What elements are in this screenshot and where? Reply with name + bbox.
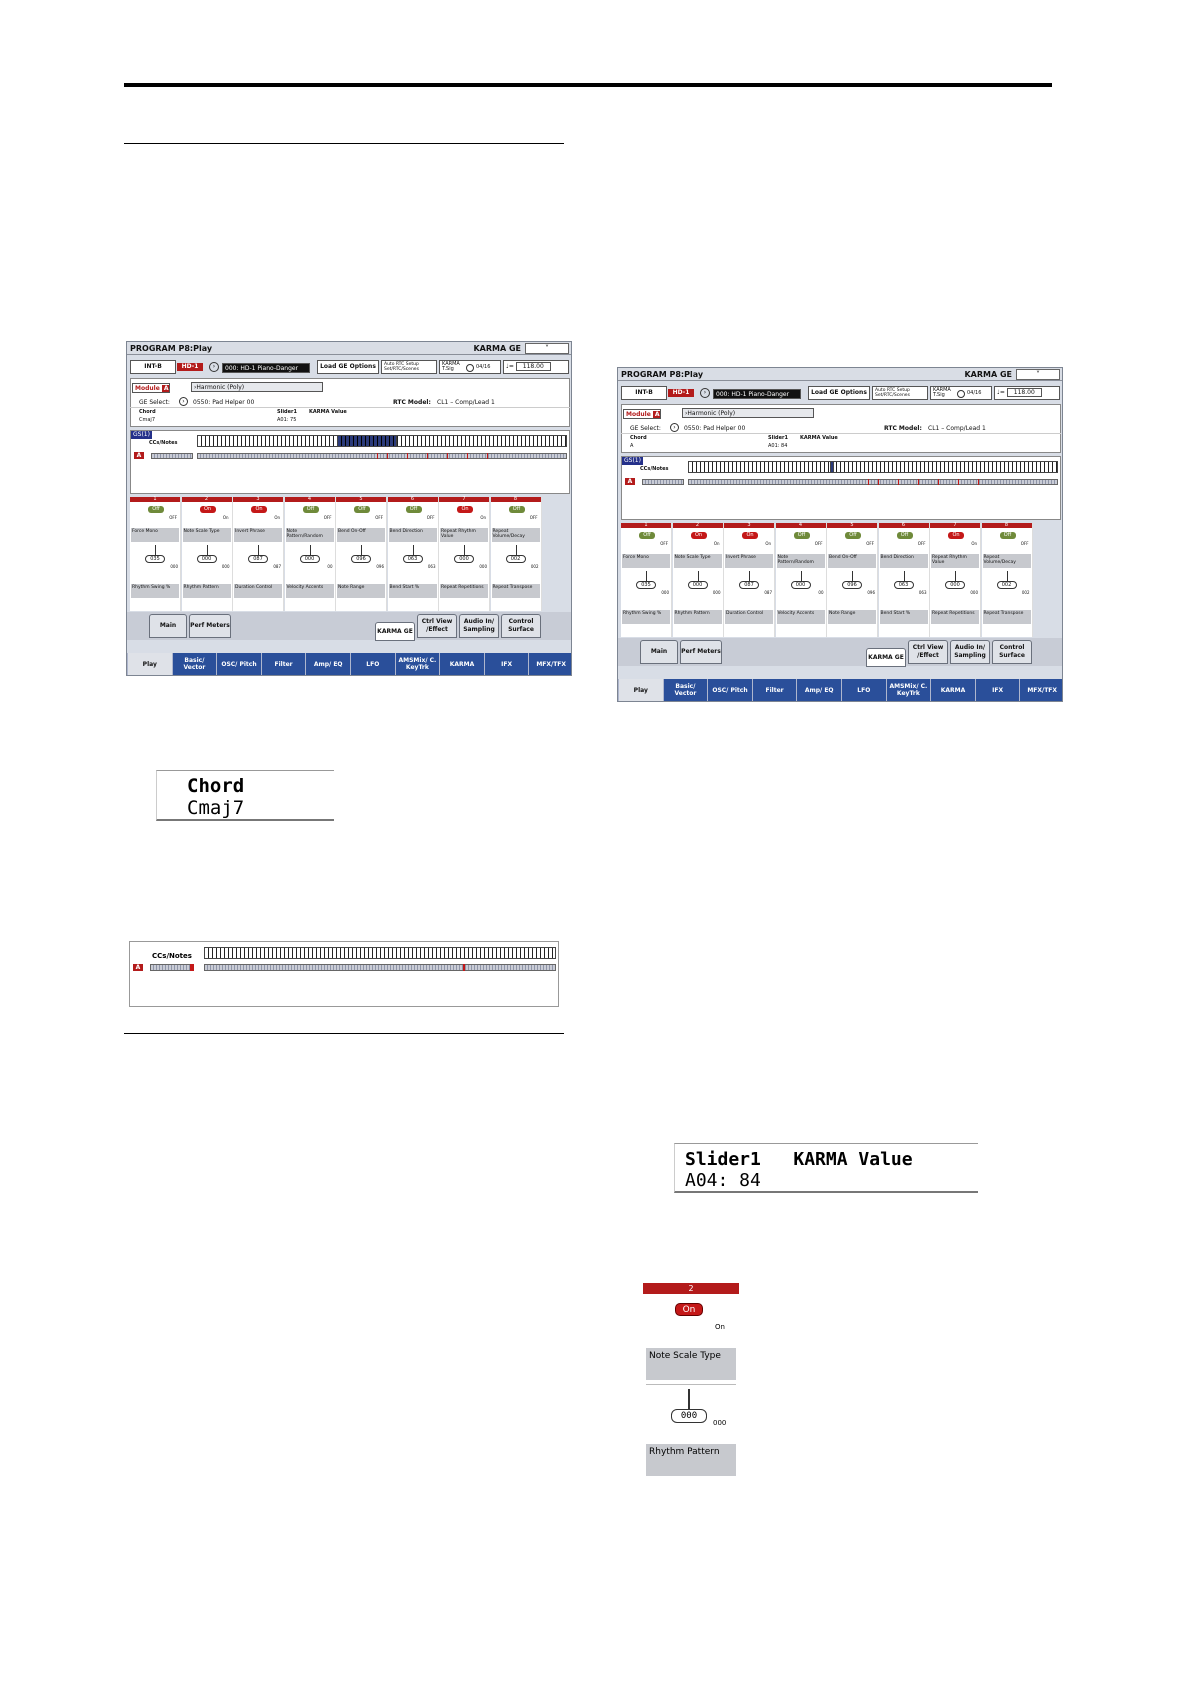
header-rule: [124, 83, 1052, 87]
column-name: Force Mono: [131, 528, 179, 542]
slider-crop-label: Slider1 KARMA Value: [685, 1149, 913, 1170]
column-switch[interactable]: Off: [639, 532, 655, 539]
rtc-model-label: RTC Model:: [393, 399, 431, 406]
track-a-label: A: [134, 452, 144, 459]
column-state: OFF: [1020, 541, 1029, 546]
note-track: [204, 964, 556, 971]
column-state: OFF: [169, 515, 177, 520]
ge-column: [776, 523, 827, 637]
column-name: Invert Phrase: [725, 554, 773, 568]
tab-upper[interactable]: Control Surface: [501, 614, 541, 638]
gs-label: GS(1): [624, 457, 641, 464]
ccs-notes-label: CCs/Notes: [640, 466, 669, 472]
tab-upper[interactable]: Control Surface: [992, 640, 1032, 664]
ge-column: [439, 497, 490, 611]
tab-lower[interactable]: IFX: [975, 679, 1020, 701]
track-a-label: A: [133, 964, 143, 971]
column-switch[interactable]: Off: [794, 532, 810, 539]
tab-upper[interactable]: Perf Meters: [189, 614, 231, 638]
column-knob-value: 002: [1021, 590, 1030, 595]
column-crop: [643, 1283, 739, 1481]
program-name[interactable]: 000: HD-1 Piano-Danger: [222, 363, 310, 373]
column-switch[interactable]: On: [742, 532, 758, 539]
tab-lower[interactable]: Filter: [752, 679, 797, 701]
column-knob[interactable]: 000: [688, 581, 708, 589]
column-state: OFF: [529, 515, 538, 520]
auto-rtc-setup[interactable]: Auto RTC Setup Set/RTC/Scenes: [872, 386, 928, 400]
column-knob[interactable]: 063: [894, 581, 914, 589]
tab-lower[interactable]: AMSMix/ C. KeyTrk: [886, 679, 931, 701]
ccs-notes-label: CCs/Notes: [149, 440, 178, 446]
bank-select[interactable]: INT-B: [130, 360, 176, 374]
column-switch[interactable]: On: [200, 506, 216, 513]
column-bottom-name: Repeat Transpose: [492, 584, 540, 598]
harmonic-type[interactable]: ›Harmonic (Poly): [682, 408, 814, 418]
column-name: Repeat Rhythm Value: [440, 528, 488, 542]
ge-select-icon[interactable]: ›: [670, 423, 679, 432]
column-bottom-name: Velocity Accents: [286, 584, 334, 598]
module-select[interactable]: Module A: [623, 409, 661, 419]
hd-badge: HD-1: [177, 363, 203, 371]
column-knob-value: 00: [818, 590, 824, 595]
column-bottom-name: Velocity Accents: [777, 610, 825, 624]
chord-value: Cmaj7: [187, 797, 245, 819]
tab-upper[interactable]: Main: [149, 614, 187, 638]
section-rule-2: [124, 1033, 564, 1034]
column-switch[interactable]: Off: [354, 506, 370, 513]
chord-label: Chord: [187, 775, 245, 797]
tab-lower[interactable]: Basic/ Vector: [663, 679, 708, 701]
column-bottom-name: Note Range: [337, 584, 385, 598]
column-knob[interactable]: 000: [454, 555, 474, 563]
column-knob-value: 000: [970, 590, 978, 595]
ge-select-value[interactable]: 0550: Pad Helper 00: [193, 399, 255, 406]
column-bottom-name: Rhythm Pattern: [674, 610, 722, 624]
module-select[interactable]: Module A: [132, 383, 170, 393]
column-state: On: [480, 515, 486, 520]
tab-lower[interactable]: KARMA: [930, 679, 975, 701]
column-number: 7: [439, 497, 489, 502]
column-name: Note Scale Type: [646, 1348, 736, 1380]
tab-lower[interactable]: Amp/ EQ: [796, 679, 841, 701]
slider-crop-value: A04: 84: [685, 1170, 761, 1191]
tab-upper[interactable]: KARMA GE: [866, 648, 906, 667]
column-number: 4: [285, 497, 335, 502]
column-bottom-name: Repeat Repetitions: [440, 584, 488, 598]
column-knob-value: 063: [427, 564, 436, 569]
column-state: On: [713, 541, 720, 546]
mode-title: PROGRAM P8:Play: [130, 344, 213, 353]
column-number: 2: [643, 1283, 739, 1294]
column-number: 4: [776, 523, 826, 528]
column-switch[interactable]: Off: [897, 532, 913, 539]
harmonic-type[interactable]: ›Harmonic (Poly): [191, 382, 323, 392]
ge-column: [130, 497, 181, 611]
page-menu-label: KARMA GE: [964, 370, 1012, 379]
column-name: Bend On-Off: [337, 528, 385, 542]
column-knob-value: 002: [530, 564, 539, 569]
column-number: 2: [673, 523, 723, 528]
ccs-notes-label: CCs/Notes: [152, 952, 192, 960]
tab-upper[interactable]: Perf Meters: [680, 640, 722, 664]
column-knob-value: 096: [867, 590, 875, 595]
column-knob-value: 096: [376, 564, 384, 569]
track-a-label: A: [625, 478, 635, 485]
column-knob-value: 000: [713, 1419, 727, 1427]
column-knob[interactable]: 096: [842, 581, 862, 589]
note-track: [197, 453, 567, 459]
slider1-value: A01: 84: [768, 443, 788, 449]
rtc-model-value: CL1 – Comp/Lead 1: [437, 399, 495, 406]
ge-column: [879, 523, 930, 637]
column-number: 6: [879, 523, 929, 528]
title-bar: [618, 368, 1062, 381]
ccs-notes-crop: [129, 941, 559, 1007]
column-knob[interactable]: 000: [197, 555, 217, 563]
column-state: OFF: [660, 541, 668, 546]
column-switch[interactable]: Off: [509, 506, 525, 513]
column-bottom-name: Duration Control: [234, 584, 282, 598]
page-menu-button[interactable]: ˅: [525, 343, 569, 354]
tab-lower[interactable]: MFX/TFX: [1019, 679, 1063, 701]
tab-lower[interactable]: Basic/ Vector: [172, 653, 217, 675]
slider1-label: Slider1: [277, 409, 297, 415]
ge-column: [982, 523, 1033, 637]
column-bottom-name: Repeat Repetitions: [931, 610, 979, 624]
column-number: 8: [982, 523, 1032, 528]
ge-column: [827, 523, 878, 637]
tab-lower[interactable]: Amp/ EQ: [305, 653, 350, 675]
ge-column: [336, 497, 387, 611]
column-number: 3: [233, 497, 283, 502]
column-number: 5: [336, 497, 386, 502]
rtc-model-label: RTC Model:: [884, 425, 922, 432]
page-menu-button[interactable]: ˅: [1016, 369, 1060, 380]
column-knob-value: 087: [764, 590, 772, 595]
column-knob[interactable]: 000: [671, 1409, 707, 1423]
column-bottom-name: Note Range: [828, 610, 876, 624]
column-name: Note Pattern/Random: [286, 528, 334, 542]
section-rule-1: [124, 143, 564, 144]
tab-upper[interactable]: Audio In/ Sampling: [950, 640, 990, 664]
keyboard-strip: [204, 947, 556, 959]
column-state: OFF: [866, 541, 874, 546]
column-bottom-name: Repeat Transpose: [983, 610, 1031, 624]
column-knob-value: 000: [170, 564, 178, 569]
column-switch[interactable]: Off: [845, 532, 861, 539]
ge-select-label: GE Select:: [139, 399, 170, 406]
note-track: [688, 479, 1058, 485]
tab-lower[interactable]: KARMA: [439, 653, 484, 675]
column-name: Repeat Volume/Decay: [492, 528, 540, 542]
column-knob[interactable]: 096: [351, 555, 371, 563]
column-switch[interactable]: On: [457, 506, 473, 513]
page-menu-label: KARMA GE: [473, 344, 521, 353]
auto-rtc-setup[interactable]: Auto RTC Setup Set/RTC/Scenes: [381, 360, 437, 374]
gs-label: GS(1): [133, 431, 150, 438]
column-switch[interactable]: On: [948, 532, 964, 539]
cc-meter: [642, 479, 684, 485]
tab-upper[interactable]: Main: [640, 640, 678, 664]
column-state: OFF: [375, 515, 383, 520]
ge-column: [621, 523, 672, 637]
column-number: 2: [182, 497, 232, 502]
column-name: Repeat Volume/Decay: [983, 554, 1031, 568]
ge-column: [930, 523, 981, 637]
karma-value-label: KARMA Value: [309, 409, 347, 415]
column-state: OFF: [814, 541, 823, 546]
program-popup-icon[interactable]: ›: [209, 362, 219, 372]
column-state: On: [765, 541, 771, 546]
chord-crop: [156, 770, 334, 821]
column-knob[interactable]: 087: [739, 581, 759, 589]
column-number: 1: [130, 497, 180, 502]
column-name: Bend Direction: [389, 528, 437, 542]
column-number: 8: [491, 497, 541, 502]
tab-lower[interactable]: Filter: [261, 653, 306, 675]
slider1-value: A01: 75: [277, 417, 297, 423]
column-knob[interactable]: 000: [945, 581, 965, 589]
tempo[interactable]: ♩= 118.00: [503, 360, 569, 374]
rtc-model-value: CL1 – Comp/Lead 1: [928, 425, 986, 432]
ge-select-icon[interactable]: ›: [179, 397, 188, 406]
ge-column: [182, 497, 233, 611]
column-knob-value: 000: [712, 590, 721, 595]
column-name: Bend On-Off: [828, 554, 876, 568]
karma-tsig[interactable]: KARMA T.Sig 04/16: [930, 386, 992, 400]
slider-crop: [674, 1143, 978, 1193]
column-knob[interactable]: 000: [791, 581, 811, 589]
ge-column: [388, 497, 439, 611]
column-switch[interactable]: Off: [148, 506, 164, 513]
column-state: OFF: [323, 515, 332, 520]
ge-select-label: GE Select:: [630, 425, 661, 432]
column-bottom-name: Rhythm Pattern: [183, 584, 231, 598]
column-switch[interactable]: On: [675, 1303, 703, 1316]
tab-upper[interactable]: Ctrl View /Effect: [417, 614, 457, 638]
chord-label: Chord: [139, 409, 156, 415]
ge-column: [673, 523, 724, 637]
tempo[interactable]: ♩= 118.00: [994, 386, 1060, 400]
column-name: Invert Phrase: [234, 528, 282, 542]
tab-upper[interactable]: Ctrl View /Effect: [908, 640, 948, 664]
column-knob[interactable]: 035: [145, 555, 165, 563]
column-state: On: [971, 541, 977, 546]
hd-badge: HD-1: [668, 389, 694, 397]
column-number: 7: [930, 523, 980, 528]
column-knob-value: 000: [479, 564, 487, 569]
column-bottom-name: Rhythm Pattern: [646, 1444, 736, 1476]
ge-column: [724, 523, 775, 637]
column-knob-value: 00: [327, 564, 333, 569]
column-name: Note Scale Type: [674, 554, 722, 568]
program-popup-icon[interactable]: ›: [700, 388, 710, 398]
column-bottom-name: Rhythm Swing %: [131, 584, 179, 598]
column-knob[interactable]: 087: [248, 555, 268, 563]
karma-value-label: KARMA Value: [800, 435, 838, 441]
column-knob[interactable]: 002: [997, 581, 1017, 589]
column-number: 6: [388, 497, 438, 502]
tab-lower[interactable]: IFX: [484, 653, 529, 675]
tab-lower[interactable]: OSC/ Pitch: [216, 653, 261, 675]
chord-value: Cmaj7: [139, 417, 155, 423]
column-knob[interactable]: 063: [403, 555, 423, 563]
bank-select[interactable]: INT-B: [621, 386, 667, 400]
ge-column: [233, 497, 284, 611]
slider1-label: Slider1: [768, 435, 788, 441]
column-switch[interactable]: Off: [1000, 532, 1016, 539]
tab-lower[interactable]: AMSMix/ C. KeyTrk: [395, 653, 440, 675]
column-knob-value: 000: [661, 590, 669, 595]
column-state: On: [222, 515, 229, 520]
tab-lower[interactable]: Play: [618, 679, 663, 701]
keyboard: [688, 461, 1058, 473]
column-state: On: [715, 1323, 725, 1331]
tab-lower[interactable]: Play: [127, 653, 172, 675]
column-name: Note Pattern/Random: [777, 554, 825, 568]
column-bottom-name: Rhythm Swing %: [622, 610, 670, 624]
tab-lower[interactable]: MFX/TFX: [528, 653, 572, 675]
column-switch[interactable]: On: [691, 532, 707, 539]
column-state: On: [274, 515, 280, 520]
column-switch[interactable]: Off: [406, 506, 422, 513]
column-knob-value: 063: [918, 590, 927, 595]
column-knob[interactable]: 035: [636, 581, 656, 589]
column-knob[interactable]: 000: [300, 555, 320, 563]
column-name: Note Scale Type: [183, 528, 231, 542]
karma-tsig[interactable]: KARMA T.Sig 04/16: [439, 360, 501, 374]
tab-lower[interactable]: OSC/ Pitch: [707, 679, 752, 701]
column-knob[interactable]: 002: [506, 555, 526, 563]
column-bottom-name: Duration Control: [725, 610, 773, 624]
column-knob-value: 000: [221, 564, 230, 569]
column-state: OFF: [426, 515, 435, 520]
title-bar: [127, 342, 571, 355]
ge-column: [491, 497, 542, 611]
mode-title: PROGRAM P8:Play: [621, 370, 704, 379]
chord-value: A: [630, 443, 634, 449]
tab-upper[interactable]: KARMA GE: [375, 622, 415, 641]
load-ge-options-button[interactable]: Load GE Options: [317, 360, 379, 374]
column-bottom-name: Bend Start %: [389, 584, 437, 598]
column-number: 3: [724, 523, 774, 528]
tab-lower[interactable]: LFO: [350, 653, 395, 675]
screenshot-right: [617, 367, 1063, 702]
column-name: Force Mono: [622, 554, 670, 568]
tab-lower[interactable]: LFO: [841, 679, 886, 701]
program-name[interactable]: 000: HD-1 Piano-Danger: [713, 389, 801, 399]
ge-select-value[interactable]: 0550: Pad Helper 00: [684, 425, 746, 432]
column-knob-value: 087: [273, 564, 281, 569]
cc-meter: [151, 453, 193, 459]
tab-upper[interactable]: Audio In/ Sampling: [459, 614, 499, 638]
column-state: OFF: [917, 541, 926, 546]
cc-meter: [150, 964, 194, 971]
ge-column: [285, 497, 336, 611]
column-number: 1: [621, 523, 671, 528]
column-name: Repeat Rhythm Value: [931, 554, 979, 568]
column-number: 5: [827, 523, 877, 528]
column-bottom-name: Bend Start %: [880, 610, 928, 624]
column-switch[interactable]: On: [251, 506, 267, 513]
column-name: Bend Direction: [880, 554, 928, 568]
screenshot-left: [126, 341, 572, 676]
load-ge-options-button[interactable]: Load GE Options: [808, 386, 870, 400]
column-switch[interactable]: Off: [303, 506, 319, 513]
chord-label: Chord: [630, 435, 647, 441]
